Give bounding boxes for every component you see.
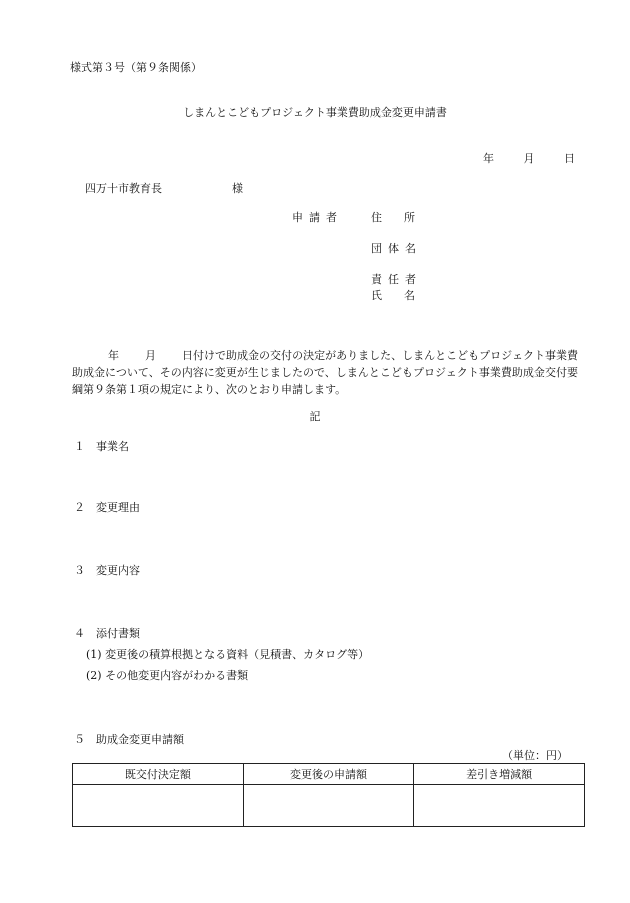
- item-attachments: [74, 628, 140, 639]
- item-label: 助成金変更申請額: [96, 733, 184, 746]
- item-label: 事業名: [96, 440, 129, 453]
- item-project-name: [74, 441, 129, 452]
- attachment-1: (1) 変更後の積算根拠となる資料（見積書、カタログ等）: [86, 648, 370, 661]
- addressee-honorific: 様: [232, 182, 243, 195]
- ki-heading: 記: [309, 410, 321, 423]
- date-month: 月: [523, 152, 535, 165]
- application-statement: [72, 347, 578, 398]
- header-revised-amount: 変更後の申請額: [243, 764, 414, 785]
- cell-decided-amount[interactable]: [73, 785, 244, 827]
- item-change-content: [74, 565, 140, 576]
- item-label: 変更内容: [96, 564, 140, 577]
- item-label: 添付書類: [96, 627, 140, 640]
- cell-difference[interactable]: [414, 785, 585, 827]
- body-year: 年: [108, 349, 119, 362]
- date-line: [483, 153, 575, 164]
- item-number: １: [74, 440, 85, 453]
- item-number: ２: [74, 501, 85, 514]
- table-row: [73, 785, 585, 827]
- amount-table: [72, 763, 585, 827]
- table-header-row: [73, 764, 585, 785]
- date-day: 日: [564, 152, 575, 165]
- header-decided-amount: 既交付決定額: [73, 764, 244, 785]
- form-number: 様式第３号（第９条関係）: [70, 61, 202, 74]
- item-change-reason: [74, 502, 140, 513]
- document-title: しまんとこどもプロジェクト事業費助成金変更申請書: [183, 106, 447, 119]
- attachment-2: (2) その他変更内容がわかる書類: [86, 669, 249, 682]
- item-number: ４: [74, 627, 85, 640]
- addressee-name: 四万十市教育長: [85, 182, 162, 195]
- item-number: ５: [74, 733, 85, 746]
- cell-revised-amount[interactable]: [243, 785, 414, 827]
- header-difference: 差引き増減額: [414, 764, 585, 785]
- date-year: 年: [483, 152, 494, 165]
- item-number: ３: [74, 564, 85, 577]
- unit-note: （単位：円）: [502, 749, 568, 762]
- item-grant-amount: [74, 734, 184, 745]
- group-name-label: 団体名: [371, 242, 422, 255]
- address-label: 住 所: [371, 211, 415, 224]
- item-label: 変更理由: [96, 501, 140, 514]
- name-label: 氏 名: [371, 289, 415, 302]
- applicant-label: 申請者: [292, 211, 343, 224]
- body-text: 日付けで助成金の交付の決定がありました、しまんとこどもプロジェクト事業費助成金について、その内容に変更が生じましたので、しまんとこどもプロジェクト事業費助成金交付要綱第９条第１項の規定により、次のとおり申請します。: [72, 349, 578, 396]
- addressee: [85, 183, 243, 194]
- responsible-person-label: 責任者: [371, 273, 422, 286]
- body-month: 月: [145, 349, 156, 362]
